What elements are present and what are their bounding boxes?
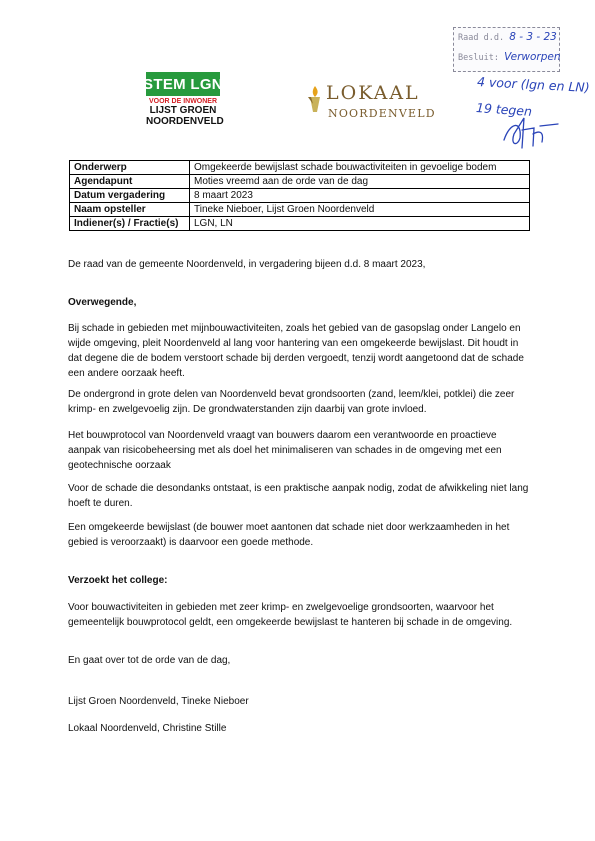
paragraph: De ondergrond in grote delen van Noordenveld bevat grondsoorten (zand, leem/klei, potklei) die zeer krimp- en zwelgevoelig zijn. De grondwaterstanden zijn daarbij van grote invloed. <box>68 389 515 415</box>
stamp-date-row <box>458 31 557 43</box>
torch-icon <box>306 84 324 114</box>
meta-key: Agendapunt <box>70 175 190 189</box>
table-row <box>70 189 530 203</box>
lgn-logo <box>143 72 224 127</box>
closing-text: En gaat over tot de orde van de dag, <box>68 655 231 666</box>
paragraph: Voor de schade die desondanks ontstaat, is een praktische aanpak nodig, zodat de afwikkeling niet lang hoeft te duren. <box>68 483 529 509</box>
table-row <box>70 203 530 217</box>
stamp-date-value: 8 - 3 - 23 <box>509 31 557 43</box>
paragraph: Een omgekeerde bewijslast (de bouwer moet aantonen dat schade niet door werkzaamheden in het gebied is veroorzaakt) is daarvoor een goede methode. <box>68 522 510 548</box>
lokaal-noordenveld-logo <box>306 80 436 122</box>
heading-considering: Overwegende, <box>68 297 137 308</box>
meta-key: Indiener(s) / Fractie(s) <box>70 217 190 231</box>
paragraph: Voor bouwactiviteiten in gebieden met zeer krimp- en zwelgevoelige grondsoorten, waarvoor het gemeentelijk bouwprotocol geldt, een omgekeerde bewijslast te hanteren bij schade in de omgeving. <box>68 602 513 628</box>
paragraph: Bij schade in gebieden met mijnbouwactiviteiten, zoals het gebied van de gasopslag onder Langelo en wijde omgeving, pleit Noordenveld al lang voor hantering van een omgekeerde bewijslast. Dit houdt in dat degene die de bodem verstoort schade bij derden vergoedt, tenzij wordt aangetoond dat de schade een andere oorzaak heeft. <box>68 323 524 379</box>
stamp-date-label: Raad d.d. <box>458 33 505 43</box>
meta-value: LGN, LN <box>190 217 530 231</box>
lokaal-logo-line1: LOKAAL <box>326 82 420 104</box>
meta-value: Tineke Nieboer, Lijst Groen Noordenveld <box>190 203 530 217</box>
meta-key: Onderwerp <box>70 161 190 175</box>
lokaal-logo-line2: NOORDENVELD <box>328 107 436 120</box>
meta-key: Datum vergadering <box>70 189 190 203</box>
table-row <box>70 175 530 189</box>
signatory: Lijst Groen Noordenveld, Tineke Nieboer <box>68 696 249 707</box>
heading-request: Verzoekt het college: <box>68 575 168 586</box>
lgn-logo-line1: LIJST GROEN <box>149 105 217 116</box>
signatory: Lokaal Noordenveld, Christine Stille <box>68 723 227 734</box>
stamp-decision-row <box>458 51 561 63</box>
meta-value: Omgekeerde bewijslast schade bouwactiviteiten in gevoelige bodem <box>190 161 530 175</box>
lgn-logo-title: STEM LGN <box>146 72 220 96</box>
table-row <box>70 217 530 231</box>
stamp-decision-value: Verworpen <box>504 51 561 63</box>
paragraph: Het bouwprotocol van Noordenveld vraagt van bouwers daarom een verantwoorde en proactieve aanpak van risicobeheersing met als doel het minimaliseren van schades in de omgeving met een geotechnische oorzaak <box>68 430 502 471</box>
handwritten-signature <box>500 112 562 152</box>
meta-value: Moties vreemd aan de orde van de dag <box>190 175 530 189</box>
lgn-logo-line2: NOORDENVELD <box>146 116 224 127</box>
stamp-decision-label: Besluit: <box>458 53 499 63</box>
handwritten-votes-against: 19 tegen <box>475 100 533 119</box>
handwritten-votes-for: 4 voor (lgn en LN) <box>476 74 591 95</box>
lgn-logo-subtitle: VOOR DE INWONER <box>148 98 218 105</box>
table-row <box>70 161 530 175</box>
meta-value: 8 maart 2023 <box>190 189 530 203</box>
council-stamp <box>453 27 560 72</box>
motion-meta-table <box>69 160 530 231</box>
meta-key: Naam opsteller <box>70 203 190 217</box>
intro-text: De raad van de gemeente Noordenveld, in vergadering bijeen d.d. 8 maart 2023, <box>68 259 426 270</box>
